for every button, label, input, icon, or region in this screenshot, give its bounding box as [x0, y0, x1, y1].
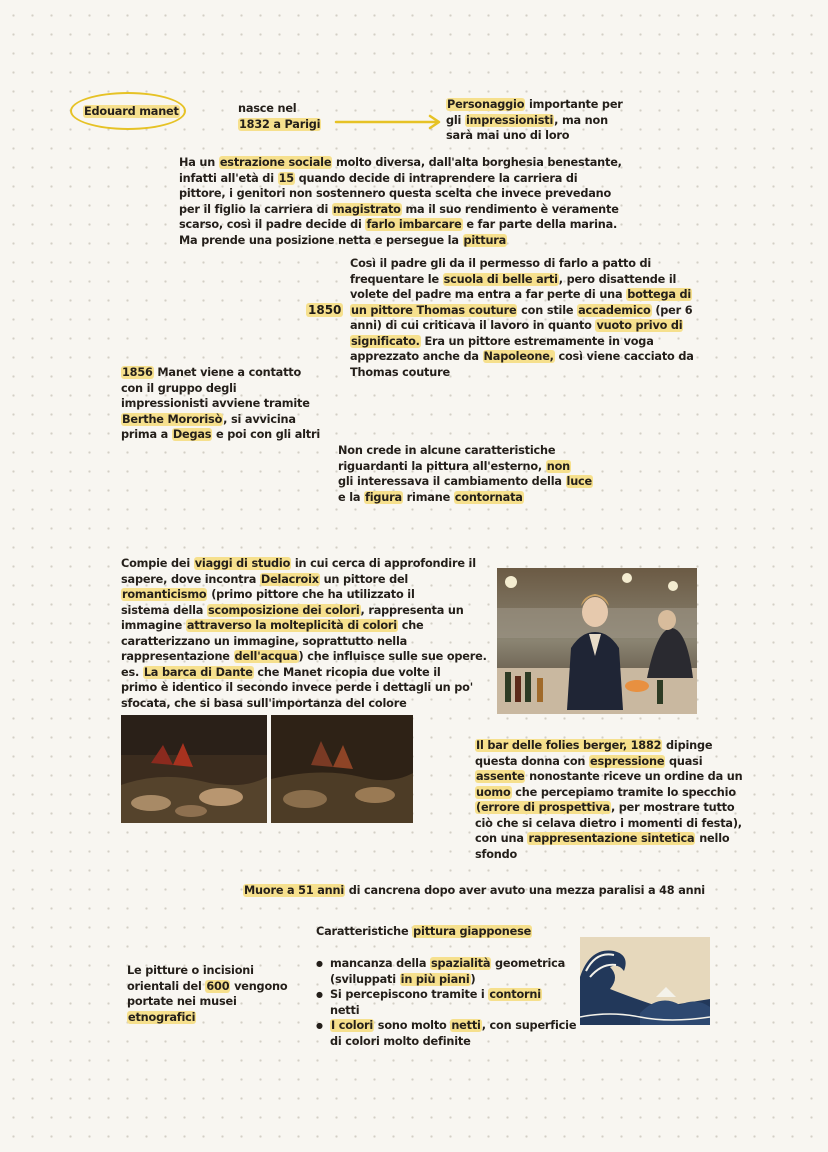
highlighted-text: Napoleone, — [483, 350, 554, 363]
text-span: es. — [121, 665, 143, 679]
highlighted-text: 15 — [278, 171, 294, 185]
highlighted-text: spazialità — [430, 957, 491, 970]
text-span: sapere, dove incontra — [121, 572, 260, 586]
japan-bullet-3 — [316, 1018, 576, 1049]
great-wave-painting — [580, 937, 710, 1025]
text-line — [475, 831, 742, 847]
highlighted-text: La barca di Dante — [143, 665, 253, 679]
impression-l3: sarà mai uno di loro — [446, 129, 570, 142]
folies-bergere-painting — [497, 568, 697, 714]
text-span: e poi con gli altri — [212, 428, 321, 441]
highlighted-text: 600 — [206, 979, 230, 993]
highlighted-text: I colori — [331, 1019, 374, 1032]
highlighted-text: non — [546, 459, 571, 473]
highlighted-text: pittura — [463, 233, 507, 247]
text-span: sfondo — [475, 847, 518, 861]
impression-l2-b: , ma non — [554, 113, 608, 127]
highlighted-text: magistrato — [332, 202, 401, 216]
text-line — [475, 754, 742, 770]
death-note — [243, 883, 705, 899]
text-line — [475, 769, 742, 785]
text-line — [179, 233, 622, 249]
text-span: Compie dei — [121, 557, 194, 570]
text-span: (primo pittore che ha utilizzato il — [207, 588, 415, 601]
highlighted-text: 1856 — [122, 366, 153, 379]
text-span: quando decide di intraprendere la carriera di — [294, 171, 578, 185]
text-span: frequentare le — [350, 272, 443, 286]
text-span: di colori molto definite — [330, 1034, 471, 1048]
text-span: sono molto — [374, 1019, 451, 1032]
highlighted-text: viaggi di studio — [194, 557, 291, 570]
text-line — [121, 572, 487, 588]
birth-date: 1832 a Parigi — [239, 117, 321, 131]
text-span: Era un pittore estremamente in voga — [420, 334, 654, 348]
highlighted-text: scuola di belle arti — [443, 272, 558, 286]
text-span: che — [397, 619, 424, 632]
text-span: prima a — [121, 428, 172, 441]
highlighted-text: rappresentazione sintetica — [528, 832, 695, 845]
text-line — [179, 202, 622, 218]
text-line — [350, 303, 694, 319]
text-line — [238, 117, 321, 133]
japan-title — [316, 924, 532, 940]
section-1856 — [121, 365, 320, 443]
arrow-icon — [334, 112, 444, 132]
text-span: con una — [475, 832, 528, 845]
highlighted-text: vuoto privo di — [596, 319, 683, 332]
text-line — [338, 474, 593, 490]
highlighted-text: bottega di — [627, 288, 692, 301]
text-span: nonostante riceve un ordine da un — [525, 770, 743, 783]
text-line — [350, 287, 694, 303]
artist-name-text: Edouard manet — [84, 105, 179, 118]
text-line — [475, 738, 742, 754]
text-span: , per mostrare tutto — [610, 801, 735, 814]
text-span: anni) di cui criticava il lavoro in quanto — [350, 319, 596, 332]
text-line — [243, 883, 705, 899]
text-line — [179, 155, 622, 171]
birth-label: nasce nel — [238, 102, 297, 115]
highlighted-text: romanticismo — [122, 588, 207, 601]
text-span: sfocata, che si basa sull'importanza del colore — [121, 696, 407, 710]
text-line — [121, 603, 487, 619]
text-span: Ma prende una posizione netta e persegue la — [179, 233, 463, 247]
text-span: Non crede in alcune caratteristiche — [338, 444, 556, 457]
highlighted-text: (errore di prospettiva — [476, 801, 610, 814]
text-span: (sviluppati — [330, 972, 400, 986]
text-span: primo è identico il secondo invece perde i dettagli un po' — [121, 681, 473, 694]
highlighted-text: scomposizione dei colori — [207, 603, 360, 617]
highlighted-text: farlo imbarcare — [366, 218, 462, 231]
text-span: netti — [330, 1003, 360, 1017]
highlighted-text: Muore a 51 anni — [244, 884, 345, 897]
text-line — [350, 318, 694, 334]
text-line — [83, 104, 180, 120]
highlighted-text: pittura giapponese — [413, 925, 532, 938]
travels-paragraph — [121, 556, 487, 711]
text-span: ma il suo rendimento è veramente — [401, 202, 619, 216]
text-span: orientali del — [127, 979, 206, 993]
highlighted-text: in più piani — [400, 972, 470, 986]
text-line — [338, 490, 593, 506]
text-span: Caratteristiche — [316, 925, 413, 938]
text-line — [446, 113, 623, 129]
text-span: ciò che si celava dietro i momenti di festa), — [475, 816, 742, 830]
impression-text: importante per — [525, 98, 623, 111]
impression-l2-a: gli — [446, 113, 465, 127]
highlighted-text: Berthe Mororisò — [122, 412, 223, 426]
text-span: sistema della — [121, 603, 207, 617]
text-line — [121, 556, 487, 572]
text-span: nello — [695, 832, 730, 845]
text-span: , pero disattende il — [558, 272, 677, 286]
text-span: di cancrena dopo aver avuto una mezza paralisi a 48 anni — [345, 884, 705, 897]
highlighted-text: contornata — [454, 490, 523, 504]
text-span: pittore, i genitori non sostennero questa scelta che invece prevedano — [179, 187, 612, 200]
text-line — [121, 618, 487, 634]
barca-di-dante-painting-1 — [121, 715, 267, 823]
japan-list — [316, 956, 576, 1049]
text-line — [179, 217, 622, 233]
highlighted-text: assente — [476, 770, 525, 783]
text-span: , con superficie — [481, 1019, 577, 1032]
japan-bullet-1 — [316, 956, 576, 987]
highlighted-text: dell'acqua — [234, 650, 298, 663]
text-span: rimane — [402, 490, 454, 504]
text-span: Così il padre gli da il permesso di farlo a patto di — [350, 257, 652, 270]
year-1850: 1850 — [308, 303, 342, 317]
artist-name — [83, 104, 180, 120]
text-span: rappresentazione — [121, 650, 234, 663]
text-line — [121, 649, 487, 665]
highlighted-text: estrazione sociale — [219, 156, 332, 169]
text-line — [316, 924, 532, 940]
text-span: immagine — [121, 619, 186, 632]
text-line — [350, 272, 694, 288]
text-span: vengono — [230, 979, 288, 993]
text-line — [121, 665, 487, 681]
text-span: che percepiamo tramite lo specchio — [511, 785, 736, 799]
highlighted-text: espressione — [590, 754, 665, 768]
text-span: dipinge — [662, 739, 713, 752]
text-span: quasi — [665, 754, 703, 768]
text-span: , si avvicina — [223, 412, 296, 426]
text-span: geometrica — [491, 957, 566, 970]
highlighted-text: netti — [451, 1019, 481, 1032]
text-span: (per 6 — [651, 303, 693, 317]
text-span: con stile — [517, 303, 578, 317]
text-span: scarso, così il padre decide di — [179, 218, 366, 231]
text-span: per il figlio la carriera di — [179, 202, 332, 216]
text-span: con il gruppo degli — [121, 381, 237, 395]
highlighted-text: un pittore Thomas couture — [351, 303, 517, 317]
text-line — [121, 412, 320, 428]
highlighted-text: significato. — [351, 334, 420, 348]
text-span: Ha un — [179, 156, 219, 169]
text-span: molto diversa, dall'alta borghesia benestante, — [332, 156, 622, 169]
intro-paragraph — [179, 155, 622, 248]
text-span: riguardanti la pittura all'esterno, — [338, 459, 546, 473]
text-span: gli interessava il cambiamento della — [338, 475, 566, 488]
highlighted-text: accademico — [578, 303, 651, 317]
highlighted-text: Degas — [172, 428, 212, 441]
highlighted-text: luce — [566, 475, 593, 488]
text-line — [475, 785, 742, 801]
highlighted-text: figura — [365, 490, 402, 504]
text-span: questa donna con — [475, 754, 589, 768]
text-line — [127, 979, 287, 995]
folies-description — [475, 738, 742, 862]
highlighted-text: etnografici — [128, 1010, 196, 1024]
highlighted-text: attraverso la molteplicità di colori — [186, 619, 397, 632]
text-span: e la — [338, 490, 365, 504]
section-1850 — [350, 256, 694, 380]
text-span: in cui cerca di approfondire il — [291, 557, 476, 570]
text-line — [179, 171, 622, 187]
text-line — [446, 97, 623, 113]
text-span: e far parte della marina. — [462, 218, 618, 231]
text-line — [121, 427, 320, 443]
text-span: volete del padre ma entra a far perte di una — [350, 288, 627, 301]
text-span: caratterizzano un immagine, soprattutto nella — [121, 634, 408, 648]
text-span: Si percepiscono tramite i — [330, 988, 489, 1001]
japan-bullet-2 — [316, 987, 576, 1018]
text-span: che Manet ricopia due volte il — [253, 665, 441, 679]
oriental-note — [127, 963, 287, 1025]
text-line — [350, 349, 694, 365]
beliefs-note — [338, 443, 593, 505]
impressionist-note — [446, 97, 623, 144]
highlighted-text: uomo — [476, 785, 511, 799]
text-span: portate nei musei — [127, 995, 237, 1008]
text-span: un pittore del — [319, 572, 409, 586]
text-span: così viene cacciato da — [554, 350, 694, 363]
highlighted-text: Il bar delle folies berger, 1882 — [476, 739, 662, 752]
impression-hl: Personaggio — [447, 98, 525, 111]
text-line — [338, 459, 593, 475]
text-span: Manet viene a contatto — [153, 366, 302, 379]
text-span: impressionisti avviene tramite — [121, 397, 310, 410]
text-span: Le pitture o incisioni — [127, 964, 254, 977]
text-line — [350, 334, 694, 350]
text-span: ) — [470, 972, 476, 986]
birth-note — [238, 101, 321, 132]
text-line — [475, 800, 742, 816]
text-span: , rappresenta un — [360, 603, 464, 617]
highlighted-text: contorni — [489, 988, 541, 1001]
text-span: mancanza della — [330, 957, 430, 970]
highlighted-text: Delacroix — [260, 572, 319, 586]
text-span: infatti all'età di — [179, 171, 278, 185]
text-span: ) che influisce sulle sue opere. — [298, 650, 487, 663]
text-span: Thomas couture — [350, 365, 450, 379]
barca-di-dante-painting-2 — [271, 715, 413, 823]
impression-l2-hl: impressionisti — [465, 113, 554, 127]
text-line — [121, 587, 487, 603]
text-line — [127, 1010, 287, 1026]
text-span: apprezzato anche da — [350, 350, 483, 363]
text-line — [121, 365, 320, 381]
